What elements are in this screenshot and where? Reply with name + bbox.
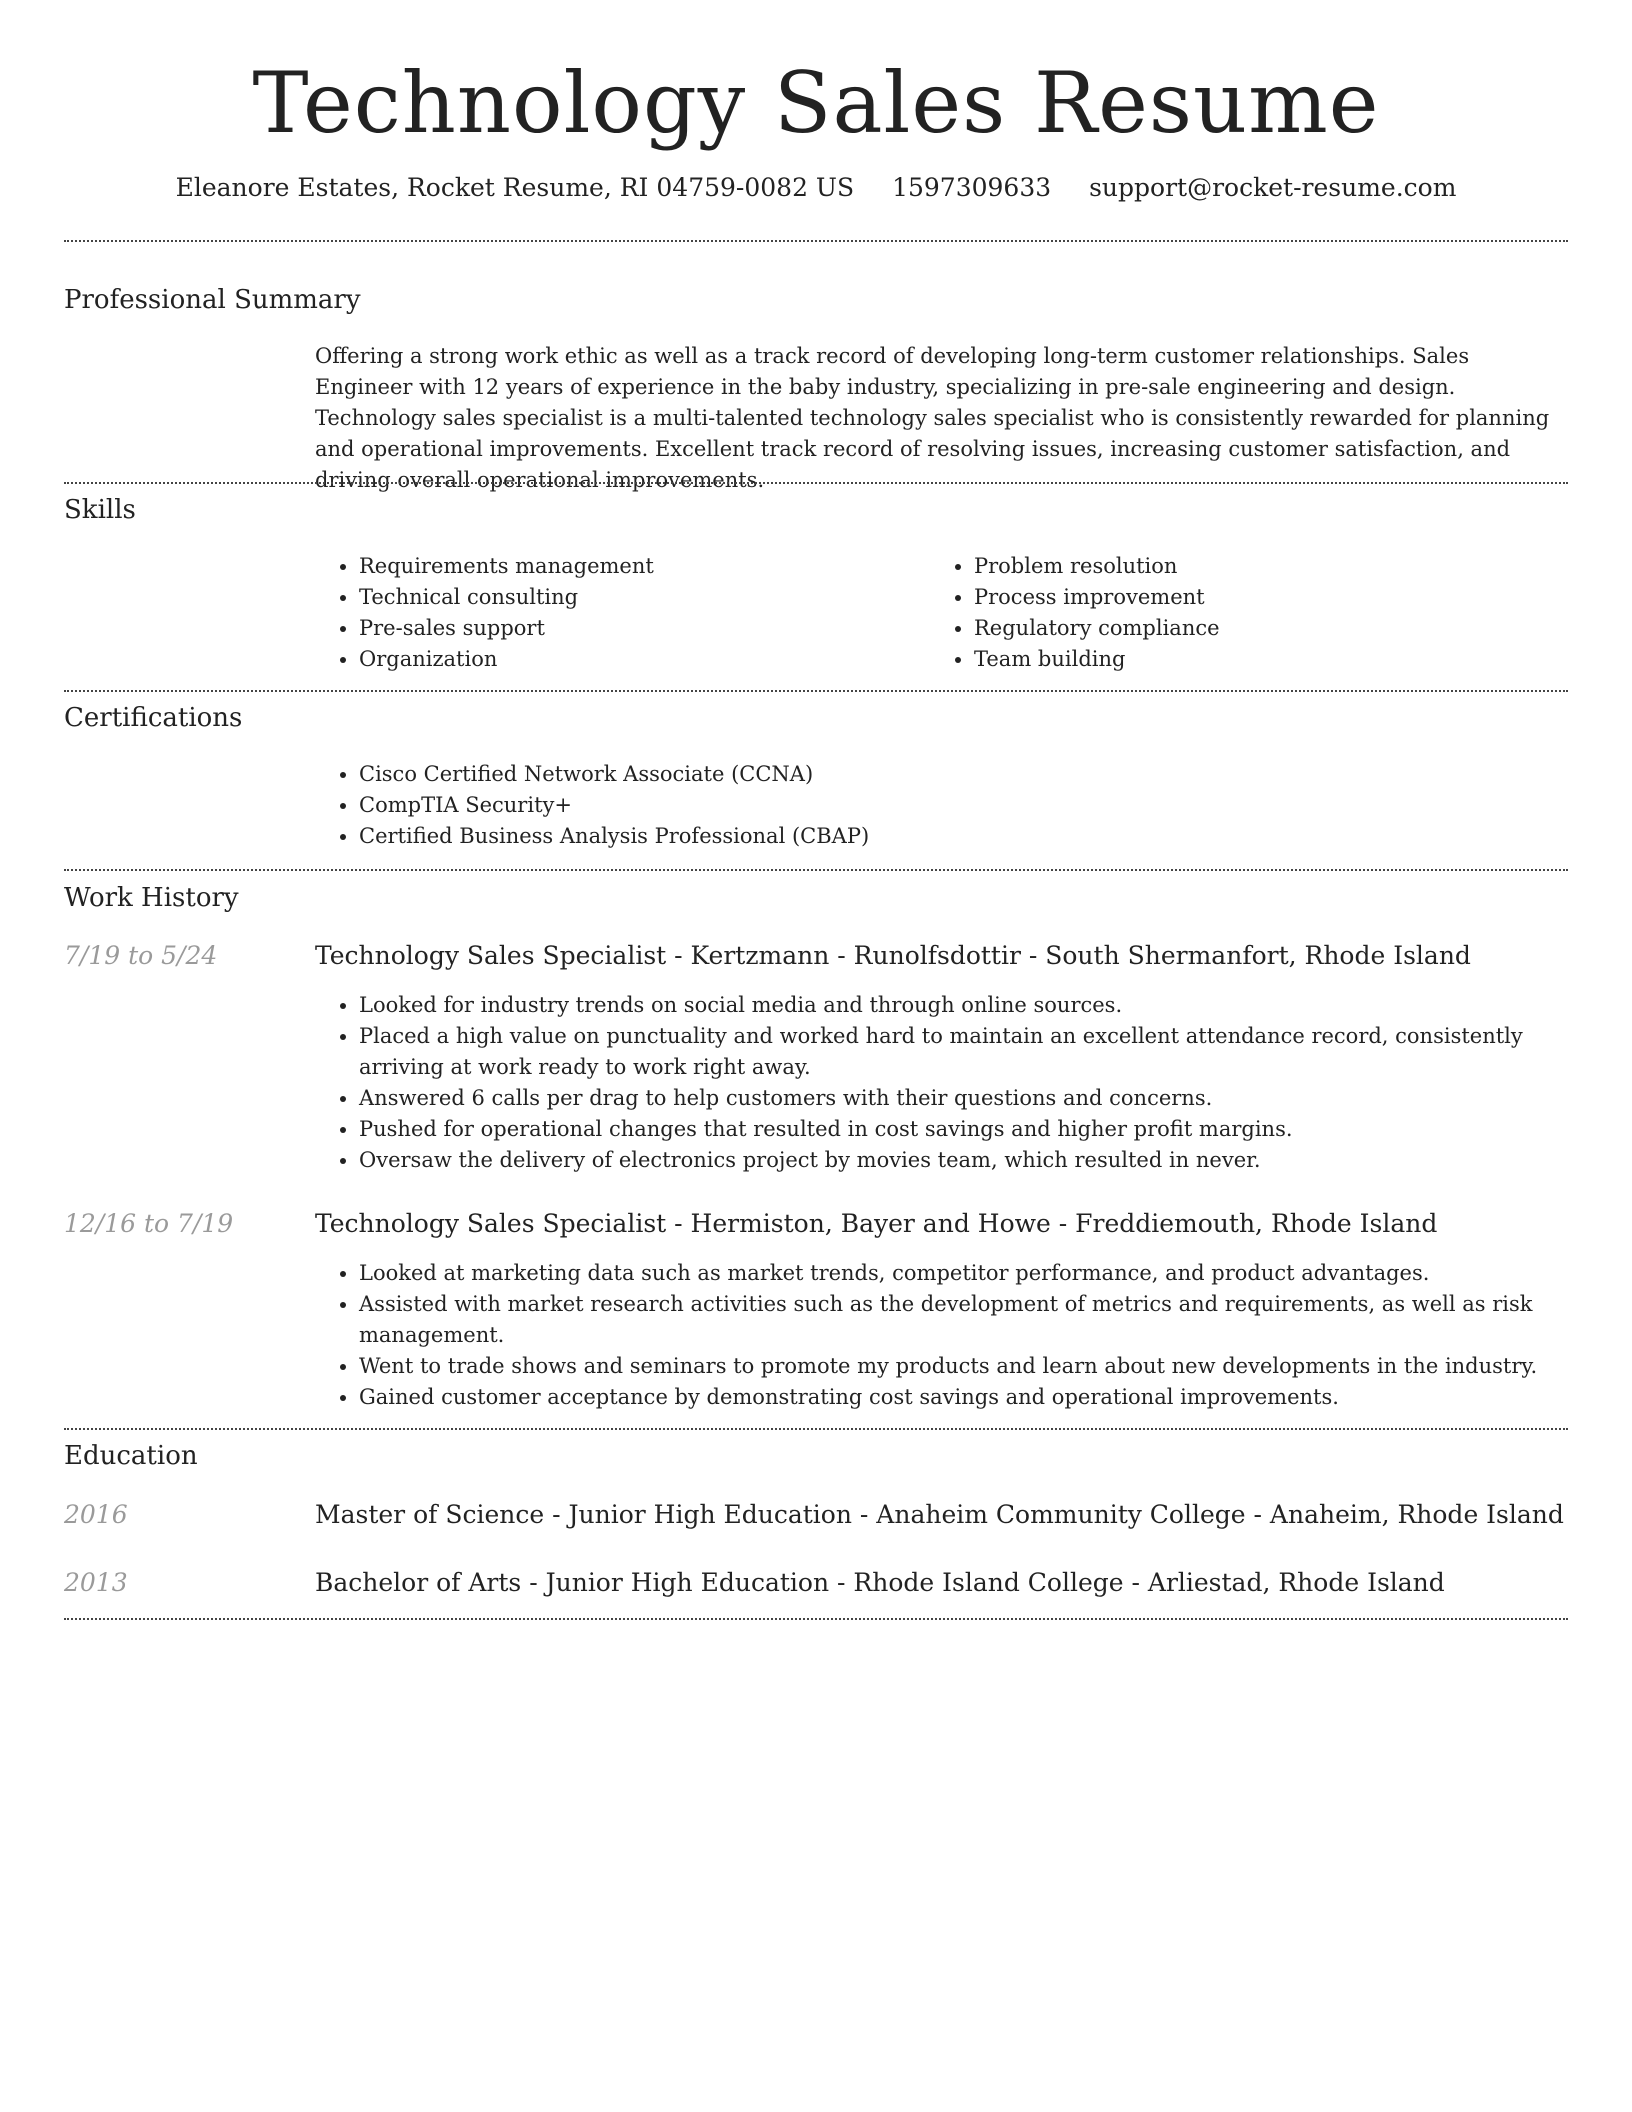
job-bullet: • Assisted with market research activities such as the development of metrics and requirements, as well as risk management. xyxy=(359,1289,1568,1351)
divider xyxy=(64,240,1568,242)
contact-email[interactable]: support@rocket-resume.com xyxy=(1089,173,1457,202)
resume-title: Technology Sales Resume xyxy=(252,54,1380,152)
job-bullet: • Oversaw the delivery of electronics project by movies team, which resulted in never. xyxy=(359,1145,1568,1176)
skill-item: • Regulatory compliance xyxy=(974,613,1574,644)
job-bullet: • Pushed for operational changes that resulted in cost savings and higher profit margins. xyxy=(359,1114,1568,1145)
job-bullets xyxy=(315,1258,1568,1413)
divider xyxy=(64,690,1568,692)
divider xyxy=(64,869,1568,871)
contact-address: Eleanore Estates, Rocket Resume, RI 04759-0082 US xyxy=(175,173,855,202)
job-bullet: • Answered 6 calls per drag to help customers with their questions and concerns. xyxy=(359,1083,1568,1114)
skill-item: • Problem resolution xyxy=(974,551,1574,582)
skill-item: • Team building xyxy=(974,644,1574,675)
contact-phone: 1597309633 xyxy=(892,173,1052,202)
summary-heading: Professional Summary xyxy=(64,285,361,315)
skill-item: • Requirements management xyxy=(359,551,919,582)
job-bullet: • Looked at marketing data such as market trends, competitor performance, and product advantages. xyxy=(359,1258,1568,1289)
skills-heading: Skills xyxy=(64,495,136,525)
job-header xyxy=(315,938,1568,974)
skills-list-right xyxy=(930,551,1574,675)
certification-item: • Cisco Certified Network Associate (CCNA) xyxy=(359,759,1559,790)
job-bullet: • Gained customer acceptance by demonstrating cost savings and operational improvements. xyxy=(359,1382,1568,1413)
divider xyxy=(64,1428,1568,1430)
certification-item: • Certified Business Analysis Professional (CBAP) xyxy=(359,821,1559,852)
summary-text: Offering a strong work ethic as well as a track record of developing long-term customer relationships. Sales Engineer with 12 years of experience in the baby industry, specializing in pre-sale engineering and design. Technology sales specialist is a multi-talented technology sales specialist who is consistently rewarded for planning and operational improvements. Excellent track record of resolving issues, increasing customer satisfaction, and driving overall operational improvements. xyxy=(315,344,1550,492)
job-title: Technology Sales Specialist xyxy=(315,1209,667,1238)
divider xyxy=(64,1618,1568,1620)
job-title: Technology Sales Specialist xyxy=(315,941,667,970)
certifications-list xyxy=(315,759,1559,852)
education-degree: Master of Science - Junior High Education xyxy=(315,1500,852,1529)
certification-item: • CompTIA Security+ xyxy=(359,790,1559,821)
education-heading: Education xyxy=(64,1441,198,1471)
education-year: 2013 xyxy=(64,1568,128,1597)
job-dates: 12/16 to 7/19 xyxy=(64,1209,234,1238)
job-bullet: • Went to trade shows and seminars to promote my products and learn about new developments in the industry. xyxy=(359,1351,1568,1382)
certifications-heading: Certifications xyxy=(64,703,243,733)
education-year: 2016 xyxy=(64,1500,128,1529)
skill-item: • Technical consulting xyxy=(359,582,919,613)
job-bullet: • Placed a high value on punctuality and worked hard to maintain an excellent attendance record, consistently arriving at work ready to work right away. xyxy=(359,1021,1568,1083)
education-degree: Bachelor of Arts - Junior High Education xyxy=(315,1568,830,1597)
skill-item: • Pre-sales support xyxy=(359,613,919,644)
skills-list-left xyxy=(315,551,919,675)
job-employer: - Kertzmann - Runolfsdottir - South Shermanfort, Rhode Island xyxy=(666,941,1471,970)
education-school: - Anaheim Community College - Anaheim, Rhode Island xyxy=(851,1500,1564,1529)
job-dates: 7/19 to 5/24 xyxy=(64,941,218,970)
contact-line xyxy=(0,170,1632,206)
job-bullet: • Looked for industry trends on social media and through online sources. xyxy=(359,990,1568,1021)
job-employer: - Hermiston, Bayer and Howe - Freddiemouth, Rhode Island xyxy=(666,1209,1438,1238)
skill-item: • Organization xyxy=(359,644,919,675)
job-header xyxy=(315,1206,1568,1242)
education-school: - Rhode Island College - Arliestad, Rhode Island xyxy=(829,1568,1445,1597)
education-entry xyxy=(315,1497,1568,1533)
job-bullets xyxy=(315,990,1568,1176)
divider xyxy=(64,482,1568,484)
work-heading: Work History xyxy=(64,883,239,913)
education-entry xyxy=(315,1565,1568,1601)
skill-item: • Process improvement xyxy=(974,582,1574,613)
